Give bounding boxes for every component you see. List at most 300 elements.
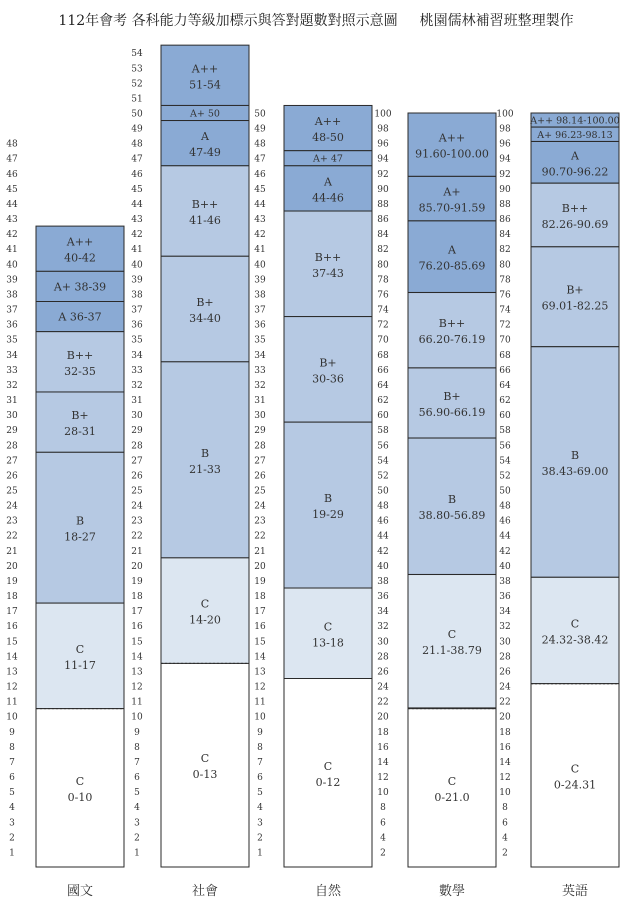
segment-grade-label: A (201, 130, 209, 144)
tick-label: 48 (499, 501, 511, 512)
tick-label: 14 (377, 757, 389, 768)
tick-label: 82 (499, 245, 511, 256)
segment-grade-label: C (323, 759, 333, 773)
tick-label: 37 (6, 305, 18, 316)
tick-label: 35 (131, 335, 143, 346)
segment-range-label: 69.01-82.25 (541, 299, 609, 313)
tick-label: 54 (131, 49, 143, 60)
tick-label: 44 (6, 199, 18, 210)
tick-label: 39 (6, 275, 18, 286)
tick-label: 6 (9, 773, 15, 784)
subject-label: 英語 (561, 884, 589, 899)
segment-grade-label: B++ (561, 201, 589, 215)
tick-label: 20 (499, 712, 511, 723)
segment-range-label: 0-10 (67, 790, 93, 804)
tick-label: 3 (9, 818, 15, 829)
tick-label: 22 (499, 697, 511, 708)
tick-label: 54 (377, 456, 389, 467)
segment-grade-label: B (323, 492, 333, 506)
tick-label: 72 (499, 320, 511, 331)
tick-label: 33 (6, 365, 18, 376)
segment-range-label: 34-40 (189, 312, 221, 326)
tick-label: 11 (254, 697, 266, 708)
tick-label: 74 (499, 305, 511, 316)
tick-label: 76 (499, 290, 511, 301)
segment-range-label: 18-27 (64, 530, 96, 544)
tick-label: 41 (254, 245, 266, 256)
tick-label: 62 (499, 396, 511, 407)
segment-grade-label: A (448, 243, 456, 257)
tick-label: 7 (9, 757, 15, 768)
tick-label: 86 (377, 215, 389, 226)
tick-label: 16 (377, 742, 389, 753)
tick-label: 86 (499, 215, 511, 226)
segment-grade-label: B+ (443, 389, 461, 403)
tick-label: 12 (254, 682, 266, 693)
segment-range-label: 28-31 (64, 425, 96, 439)
tick-label: 58 (377, 426, 389, 437)
tick-label: 19 (254, 576, 266, 587)
tick-label: 98 (377, 124, 389, 135)
tick-label: 12 (6, 682, 18, 693)
tick-label: 26 (254, 471, 266, 482)
tick-label: 84 (499, 230, 511, 241)
tick-label: 42 (254, 230, 266, 241)
tick-label: 47 (6, 154, 18, 165)
segment-c-bar (284, 679, 372, 868)
tick-label: 35 (254, 335, 266, 346)
tick-label: 1 (257, 848, 263, 859)
tick-label: 94 (499, 154, 511, 165)
segment-label: A+ 50 (190, 108, 220, 120)
tick-label: 74 (377, 305, 389, 316)
tick-label: 23 (6, 516, 18, 527)
tick-label: 34 (6, 350, 18, 361)
tick-label: 50 (131, 109, 143, 120)
tick-label: 47 (254, 154, 266, 165)
segment-range-label: 0-24.31 (553, 778, 597, 792)
tick-label: 26 (499, 667, 511, 678)
segment-range-label: 0-13 (192, 768, 218, 782)
tick-label: 28 (6, 441, 18, 452)
tick-label: 88 (377, 199, 389, 210)
tick-label: 38 (131, 290, 143, 301)
tick-label: 70 (377, 335, 389, 346)
tick-label: 12 (377, 773, 389, 784)
tick-label: 24 (377, 682, 389, 693)
segment-range-label: 38.43-69.00 (541, 464, 609, 478)
tick-label: 23 (131, 516, 143, 527)
tick-label: 38 (377, 576, 389, 587)
tick-label: 60 (499, 411, 511, 422)
tick-label: 10 (131, 712, 143, 723)
tick-label: 46 (377, 516, 389, 527)
segment-range-label: 32-35 (64, 364, 96, 378)
tick-label: 30 (131, 411, 143, 422)
tick-label: 28 (254, 441, 266, 452)
segment-label: A 36-37 (58, 310, 102, 324)
tick-label: 6 (502, 818, 508, 829)
tick-label: 100 (374, 109, 392, 120)
tick-label: 52 (131, 79, 143, 90)
tick-label: 4 (502, 833, 508, 844)
tick-label: 20 (6, 561, 18, 572)
segment-range-label: 40-42 (64, 251, 96, 265)
tick-label: 52 (377, 471, 389, 482)
tick-label: 30 (254, 411, 266, 422)
tick-label: 3 (134, 818, 140, 829)
subject-label: 自然 (314, 884, 342, 899)
segment-range-label: 47-49 (189, 146, 221, 160)
tick-label: 78 (499, 275, 511, 286)
segment-grade-label: A (324, 175, 332, 189)
tick-label: 11 (6, 697, 18, 708)
segment-range-label: 30-36 (312, 372, 344, 386)
tick-label: 43 (254, 215, 266, 226)
tick-label: 28 (499, 652, 511, 663)
tick-label: 34 (499, 607, 511, 618)
tick-label: 30 (499, 637, 511, 648)
tick-label: 18 (499, 727, 511, 738)
tick-label: 24 (6, 501, 18, 512)
tick-label: 40 (254, 260, 266, 271)
tick-label: 17 (6, 607, 18, 618)
tick-label: 9 (9, 727, 15, 738)
subject-label: 社會 (191, 884, 219, 899)
tick-label: 30 (6, 411, 18, 422)
tick-label: 32 (6, 380, 18, 391)
tick-label: 40 (6, 260, 18, 271)
tick-label: 11 (131, 697, 143, 708)
tick-label: 46 (6, 169, 18, 180)
tick-label: 2 (380, 848, 386, 859)
tick-label: 20 (254, 561, 266, 572)
segment-range-label: 19-29 (312, 508, 344, 522)
tick-label: 26 (377, 667, 389, 678)
tick-label: 50 (499, 486, 511, 497)
tick-label: 82 (377, 245, 389, 256)
tick-label: 25 (254, 486, 266, 497)
tick-label: 48 (254, 139, 266, 150)
tick-label: 48 (131, 139, 143, 150)
tick-label: 72 (377, 320, 389, 331)
segment-range-label: 14-20 (189, 613, 221, 627)
tick-label: 22 (131, 531, 143, 542)
tick-label: 36 (377, 592, 389, 603)
tick-label: 28 (131, 441, 143, 452)
tick-label: 18 (254, 592, 266, 603)
tick-label: 41 (6, 245, 18, 256)
tick-label: 8 (380, 803, 386, 814)
tick-label: 24 (254, 501, 266, 512)
tick-label: 34 (254, 350, 266, 361)
tick-label: 17 (254, 607, 266, 618)
segment-grade-label: C (447, 774, 457, 788)
tick-label: 26 (131, 471, 143, 482)
tick-label: 92 (377, 169, 389, 180)
tick-label: 21 (254, 546, 266, 557)
tick-label: 18 (377, 727, 389, 738)
tick-label: 2 (134, 833, 140, 844)
segment-grade-label: B (200, 446, 210, 460)
segment-range-label: 48-50 (312, 131, 344, 145)
tick-label: 58 (499, 426, 511, 437)
segment-grade-label: B+ (196, 296, 214, 310)
tick-label: 44 (499, 531, 511, 542)
segment-label: A+ 47 (313, 153, 343, 165)
tick-label: 30 (377, 637, 389, 648)
tick-label: 51 (131, 94, 143, 105)
tick-label: 68 (377, 350, 389, 361)
tick-label: 31 (6, 396, 18, 407)
tick-label: 43 (6, 215, 18, 226)
tick-label: 18 (131, 592, 143, 603)
tick-label: 39 (254, 275, 266, 286)
segment-grade-label: B++ (438, 317, 466, 331)
tick-label: 8 (134, 742, 140, 753)
tick-label: 7 (257, 757, 263, 768)
segment-grade-label: C (323, 620, 333, 634)
segment-grade-label: B (75, 514, 85, 528)
segment-range-label: 76.20-85.69 (418, 259, 486, 273)
tick-label: 13 (131, 667, 143, 678)
tick-label: 10 (377, 788, 389, 799)
segment-range-label: 24.32-38.42 (541, 633, 609, 647)
tick-label: 8 (9, 742, 15, 753)
tick-label: 24 (499, 682, 511, 693)
tick-label: 50 (377, 486, 389, 497)
tick-label: 21 (6, 546, 18, 557)
tick-label: 27 (131, 456, 143, 467)
tick-label: 32 (499, 622, 511, 633)
tick-label: 5 (134, 788, 140, 799)
tick-label: 32 (254, 380, 266, 391)
tick-label: 4 (9, 803, 15, 814)
tick-label: 12 (499, 773, 511, 784)
segment-range-label: 66.20-76.19 (418, 333, 486, 347)
segment-grade-label: C (200, 752, 210, 766)
tick-label: 1 (9, 848, 15, 859)
tick-label: 42 (6, 230, 18, 241)
tick-label: 78 (377, 275, 389, 286)
segment-range-label: 38.80-56.89 (418, 509, 486, 523)
tick-label: 13 (6, 667, 18, 678)
diagram-title: 112年會考 各科能力等級加標示與答對題數對照示意圖 (58, 13, 398, 29)
tick-label: 45 (131, 184, 143, 195)
tick-label: 15 (6, 637, 18, 648)
tick-label: 3 (257, 818, 263, 829)
tick-label: 36 (254, 320, 266, 331)
segment-grade-label: B++ (66, 348, 94, 362)
tick-label: 4 (380, 833, 386, 844)
segment-grade-label: C (447, 628, 457, 642)
segment-grade-label: A++ (191, 62, 219, 76)
segment-range-label: 90.70-96.22 (541, 165, 609, 179)
tick-label: 21 (131, 546, 143, 557)
tick-label: 37 (254, 305, 266, 316)
tick-label: 94 (377, 154, 389, 165)
tick-label: 22 (6, 531, 18, 542)
tick-label: 44 (377, 531, 389, 542)
tick-label: 32 (377, 622, 389, 633)
tick-label: 2 (9, 833, 15, 844)
tick-label: 16 (6, 622, 18, 633)
tick-label: 40 (131, 260, 143, 271)
tick-label: 53 (131, 64, 143, 75)
tick-label: 39 (131, 275, 143, 286)
tick-label: 48 (377, 501, 389, 512)
tick-label: 19 (131, 576, 143, 587)
tick-label: 92 (499, 169, 511, 180)
segment-grade-label: B (570, 448, 580, 462)
tick-label: 6 (257, 773, 263, 784)
tick-label: 6 (380, 818, 386, 829)
segment-grade-label: B++ (314, 250, 342, 264)
tick-label: 31 (131, 396, 143, 407)
segment-grade-label: A (571, 149, 579, 163)
tick-label: 31 (254, 396, 266, 407)
tick-label: 16 (131, 622, 143, 633)
tick-label: 23 (254, 516, 266, 527)
tick-label: 19 (6, 576, 18, 587)
tick-label: 100 (496, 109, 514, 120)
segment-grade-label: C (570, 617, 580, 631)
segment-grade-label: A++ (66, 235, 94, 249)
tick-label: 90 (377, 184, 389, 195)
tick-label: 64 (499, 380, 511, 391)
tick-label: 54 (499, 456, 511, 467)
segment-range-label: 82.26-90.69 (541, 217, 609, 231)
tick-label: 88 (499, 199, 511, 210)
segment-grade-label: B+ (566, 283, 584, 297)
tick-label: 22 (254, 531, 266, 542)
tick-label: 64 (377, 380, 389, 391)
segment-grade-label: B (447, 493, 457, 507)
tick-label: 35 (6, 335, 18, 346)
tick-label: 25 (131, 486, 143, 497)
tick-label: 96 (377, 139, 389, 150)
tick-label: 5 (257, 788, 263, 799)
tick-label: 9 (257, 727, 263, 738)
segment-grade-label: C (200, 597, 210, 611)
tick-label: 12 (131, 682, 143, 693)
tick-label: 17 (131, 607, 143, 618)
segment-grade-label: B++ (191, 198, 219, 212)
tick-label: 68 (499, 350, 511, 361)
tick-label: 52 (499, 471, 511, 482)
tick-label: 48 (6, 139, 18, 150)
tick-label: 4 (257, 803, 263, 814)
segment-range-label: 41-46 (189, 214, 221, 228)
segment-label: A+ 96.23-98.13 (537, 129, 613, 141)
tick-label: 49 (131, 124, 143, 135)
tick-label: 46 (131, 169, 143, 180)
tick-label: 84 (377, 230, 389, 241)
segment-range-label: 21.1-38.79 (422, 644, 482, 658)
tick-label: 90 (499, 184, 511, 195)
tick-label: 66 (377, 365, 389, 376)
tick-label: 1 (134, 848, 140, 859)
segment-range-label: 91.60-100.00 (415, 147, 489, 161)
segment-range-label: 44-46 (312, 191, 344, 205)
tick-label: 29 (131, 426, 143, 437)
segment-range-label: 13-18 (312, 636, 344, 650)
segment-grade-label: A++ (438, 131, 466, 145)
tick-label: 9 (134, 727, 140, 738)
tick-label: 14 (131, 652, 143, 663)
tick-label: 62 (377, 396, 389, 407)
tick-label: 45 (6, 184, 18, 195)
tick-label: 46 (499, 516, 511, 527)
segment-label: A++ 98.14-100.00 (530, 115, 620, 127)
segment-range-label: 0-12 (315, 775, 341, 789)
tick-label: 36 (131, 320, 143, 331)
tick-label: 43 (131, 215, 143, 226)
tick-label: 25 (6, 486, 18, 497)
tick-label: 80 (499, 260, 511, 271)
tick-label: 76 (377, 290, 389, 301)
tick-label: 10 (499, 788, 511, 799)
tick-label: 18 (6, 592, 18, 603)
tick-label: 14 (6, 652, 18, 663)
tick-label: 47 (131, 154, 143, 165)
segment-range-label: 51-54 (189, 78, 221, 92)
tick-label: 10 (254, 712, 266, 723)
tick-label: 28 (377, 652, 389, 663)
segment-range-label: 56.90-66.19 (418, 405, 486, 419)
segment-range-label: 37-43 (312, 266, 344, 280)
segment-grade-label: A+ (443, 185, 461, 199)
tick-label: 40 (499, 561, 511, 572)
tick-label: 5 (9, 788, 15, 799)
tick-label: 2 (257, 833, 263, 844)
tick-label: 10 (6, 712, 18, 723)
tick-label: 98 (499, 124, 511, 135)
tick-label: 56 (377, 441, 389, 452)
tick-label: 44 (254, 199, 266, 210)
tick-label: 49 (254, 124, 266, 135)
tick-label: 96 (499, 139, 511, 150)
tick-label: 36 (499, 592, 511, 603)
subject-label: 數學 (438, 884, 466, 899)
tick-label: 27 (6, 456, 18, 467)
tick-label: 22 (377, 697, 389, 708)
tick-label: 15 (131, 637, 143, 648)
tick-label: 40 (377, 561, 389, 572)
segment-grade-label: C (570, 762, 580, 776)
tick-label: 38 (254, 290, 266, 301)
tick-label: 70 (499, 335, 511, 346)
segment-grade-label: B+ (319, 356, 337, 370)
tick-label: 15 (254, 637, 266, 648)
tick-label: 42 (131, 230, 143, 241)
segment-label: A+ 38-39 (53, 280, 107, 294)
segment-range-label: 21-33 (189, 462, 221, 476)
tick-label: 46 (254, 169, 266, 180)
tick-label: 29 (254, 426, 266, 437)
tick-label: 50 (254, 109, 266, 120)
tick-label: 33 (254, 365, 266, 376)
tick-label: 42 (499, 546, 511, 557)
segment-grade-label: B+ (71, 409, 89, 423)
tick-label: 29 (6, 426, 18, 437)
tick-label: 37 (131, 305, 143, 316)
tick-label: 56 (499, 441, 511, 452)
tick-label: 13 (254, 667, 266, 678)
tick-label: 14 (499, 757, 511, 768)
segment-range-label: 11-17 (64, 658, 96, 672)
tick-label: 16 (254, 622, 266, 633)
